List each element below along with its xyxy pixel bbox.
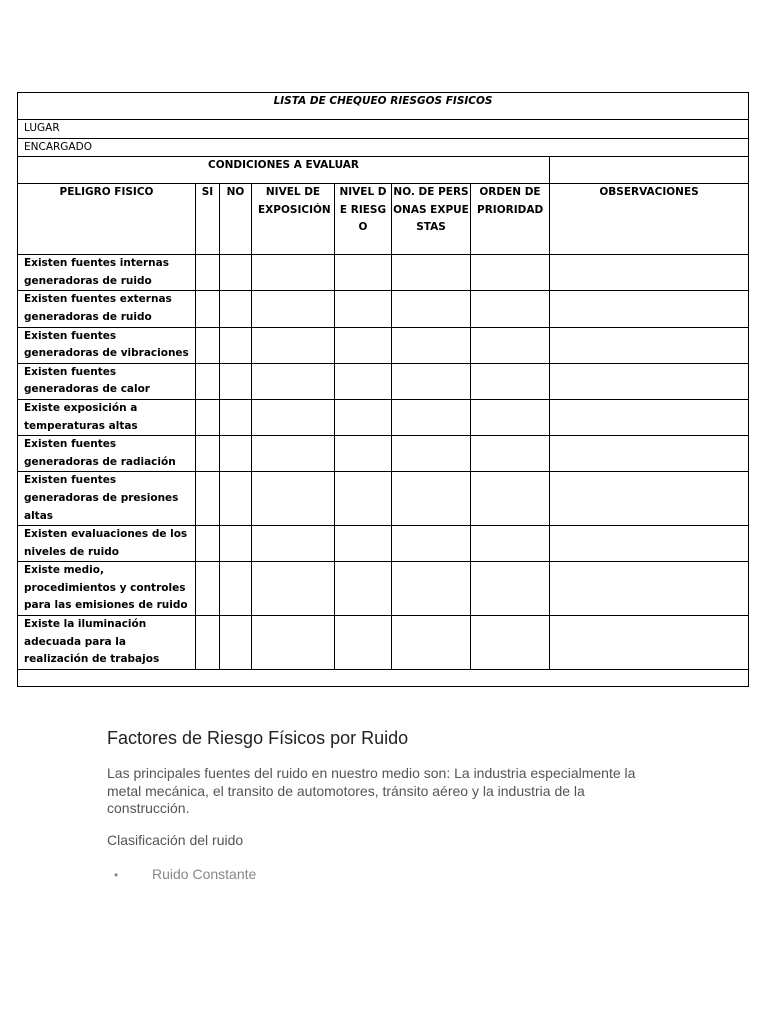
item-label: Existen fuentes generadoras de vibraciones (18, 327, 196, 363)
table-row (18, 526, 749, 562)
cell-personas (392, 363, 471, 399)
cell-no (220, 291, 252, 327)
cell-observaciones (550, 255, 749, 291)
cell-orden (471, 327, 550, 363)
bullet-icon: • (114, 868, 119, 882)
cell-personas (392, 472, 471, 526)
item-label: Existen evaluaciones de los niveles de ruido (18, 526, 196, 562)
header-nivel-exposicion: NIVEL DE EXPOSICIÓN (252, 184, 335, 255)
cell-si (196, 472, 220, 526)
item-label: Existen fuentes generadoras de radiación (18, 436, 196, 472)
lugar-label: LUGAR (18, 120, 749, 139)
table-row (18, 616, 749, 670)
header-nivel-riesgo: NIVEL DE RIESGO (335, 184, 392, 255)
table-row (18, 472, 749, 526)
cell-personas (392, 327, 471, 363)
cell-nivel-exposicion (252, 436, 335, 472)
item-label: Existen fuentes externas generadoras de ruido (18, 291, 196, 327)
table-footer-row (18, 669, 749, 686)
cell-no (220, 255, 252, 291)
cell-nivel-riesgo (335, 399, 392, 435)
item-label: Existen fuentes generadoras de presiones altas (18, 472, 196, 526)
cell-si (196, 616, 220, 670)
item-label: Existe exposición a temperaturas altas (18, 399, 196, 435)
cell-no (220, 562, 252, 616)
item-label: Existe la iluminación adecuada para la realización de trabajos (18, 616, 196, 670)
header-peligro: PELIGRO FISICO (18, 184, 196, 255)
header-no: NO (220, 184, 252, 255)
cell-orden (471, 291, 550, 327)
header-si: SI (196, 184, 220, 255)
cell-nivel-riesgo (335, 616, 392, 670)
cell-nivel-riesgo (335, 526, 392, 562)
cell-no (220, 363, 252, 399)
table-row (18, 291, 749, 327)
header-observaciones: OBSERVACIONES (550, 184, 749, 255)
cell-observaciones (550, 327, 749, 363)
cell-observaciones (550, 472, 749, 526)
cell-no (220, 399, 252, 435)
cell-observaciones (550, 562, 749, 616)
item-label: Existen fuentes generadoras de calor (18, 363, 196, 399)
cell-personas (392, 399, 471, 435)
cell-observaciones (550, 363, 749, 399)
table-row (18, 327, 749, 363)
item-label: Existen fuentes internas generadoras de ruido (18, 255, 196, 291)
cell-personas (392, 562, 471, 616)
cell-personas (392, 255, 471, 291)
cell-nivel-exposicion (252, 327, 335, 363)
cell-observaciones (550, 616, 749, 670)
cell-nivel-riesgo (335, 562, 392, 616)
cell-nivel-riesgo (335, 436, 392, 472)
item-label: Existe medio, procedimientos y controles para las emisiones de ruido (18, 562, 196, 616)
cell-no (220, 526, 252, 562)
cell-observaciones (550, 526, 749, 562)
cell-si (196, 436, 220, 472)
cell-orden (471, 255, 550, 291)
table-row (18, 363, 749, 399)
cell-nivel-exposicion (252, 363, 335, 399)
table-row (18, 255, 749, 291)
cell-nivel-exposicion (252, 562, 335, 616)
cell-no (220, 436, 252, 472)
cell-nivel-riesgo (335, 291, 392, 327)
cell-si (196, 363, 220, 399)
cell-no (220, 327, 252, 363)
table-row (18, 436, 749, 472)
cell-nivel-exposicion (252, 399, 335, 435)
bullet-text: Ruido Constante (152, 866, 257, 882)
cell-nivel-exposicion (252, 472, 335, 526)
cell-nivel-exposicion (252, 616, 335, 670)
cell-nivel-exposicion (252, 291, 335, 327)
cell-orden (471, 363, 550, 399)
cell-nivel-exposicion (252, 255, 335, 291)
checklist-title: LISTA DE CHEQUEO RIESGOS FISICOS (18, 93, 749, 120)
cell-observaciones (550, 399, 749, 435)
cell-observaciones (550, 291, 749, 327)
cell-nivel-riesgo (335, 363, 392, 399)
cell-nivel-riesgo (335, 255, 392, 291)
cell-orden (471, 472, 550, 526)
cell-no (220, 472, 252, 526)
conditions-blank-cell (550, 157, 749, 184)
cell-si (196, 562, 220, 616)
cell-personas (392, 616, 471, 670)
cell-orden (471, 436, 550, 472)
header-personas: NO. DE PERSONAS EXPUESTAS (392, 184, 471, 255)
header-orden: ORDEN DE PRIORIDAD (471, 184, 550, 255)
table-row (18, 399, 749, 435)
cell-orden (471, 562, 550, 616)
cell-si (196, 399, 220, 435)
table-row (18, 562, 749, 616)
cell-observaciones (550, 436, 749, 472)
cell-si (196, 526, 220, 562)
cell-personas (392, 291, 471, 327)
cell-nivel-riesgo (335, 472, 392, 526)
cell-orden (471, 526, 550, 562)
cell-si (196, 255, 220, 291)
cell-orden (471, 616, 550, 670)
cell-si (196, 327, 220, 363)
cell-nivel-riesgo (335, 327, 392, 363)
conditions-header: CONDICIONES A EVALUAR (18, 157, 550, 184)
list-item (114, 866, 674, 882)
checklist-table (17, 92, 749, 687)
cell-no (220, 616, 252, 670)
encargado-label: ENCARGADO (18, 138, 749, 157)
cell-personas (392, 526, 471, 562)
cell-si (196, 291, 220, 327)
cell-personas (392, 436, 471, 472)
cell-nivel-exposicion (252, 526, 335, 562)
cell-orden (471, 399, 550, 435)
article-paragraph: Las principales fuentes del ruido en nuestro medio son: La industria especialmente la metal mecánica, el transito de automotores, tránsito aéreo y la industria de la construcción. (107, 765, 636, 816)
article-heading: Factores de Riesgo Físicos por Ruido (107, 728, 409, 748)
article-subheading: Clasificación del ruido (107, 832, 244, 848)
